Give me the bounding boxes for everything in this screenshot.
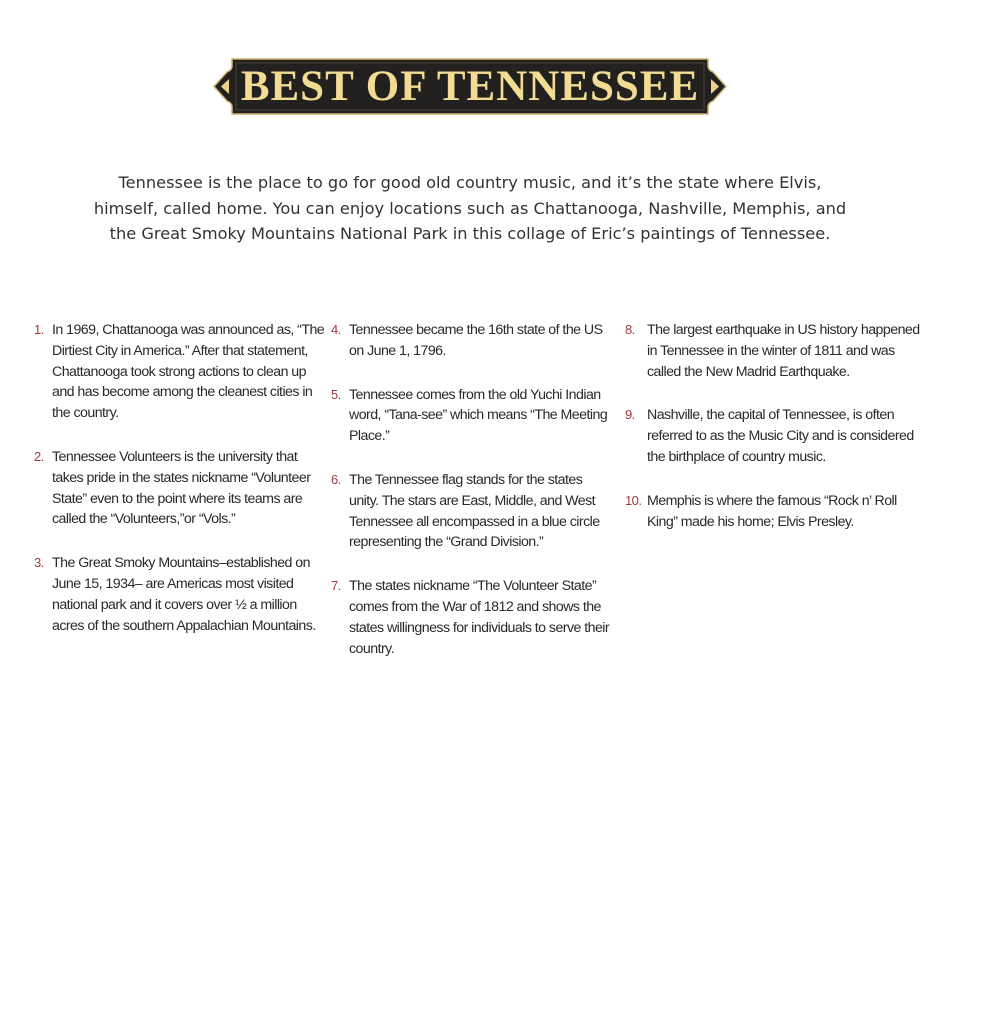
fact-item-6 xyxy=(331,470,611,553)
fact-text: Tennessee Volunteers is the university that takes pride in the states nickname “Volunteer State” even to the point where its teams are called the “Volunteers,”or “Vols.” xyxy=(52,448,311,528)
facts-column-3 xyxy=(625,320,925,532)
fact-number: 6. xyxy=(331,471,341,487)
fact-item-1 xyxy=(34,320,326,424)
fact-item-3 xyxy=(34,553,326,636)
fact-number: 7. xyxy=(331,578,341,594)
fact-text: Nashville, the capital of Tennessee, is often referred to as the Music City and is considered the birthplace of country music. xyxy=(647,407,914,465)
fact-text: The Great Smoky Mountains–established on June 15, 1934– are Americas most visited national park and it covers over ½ a million acres of the southern Appalachian Mountains. xyxy=(52,555,316,634)
fact-item-10 xyxy=(625,491,925,533)
facts-column-2 xyxy=(331,320,611,659)
fact-text: Tennessee comes from the old Yuchi Indian word, “Tana-see” which means “The Meeting Place.” xyxy=(349,386,608,445)
page-title: BEST OF TENNESSEE xyxy=(240,63,700,110)
fact-item-4 xyxy=(331,320,611,362)
fact-number: 5. xyxy=(331,386,341,402)
fact-item-5 xyxy=(331,385,611,447)
fact-item-7 xyxy=(331,576,611,659)
fact-text: Memphis is where the famous “Rock n’ Roll King” made his home; Elvis Presley. xyxy=(647,492,897,530)
fact-text: The largest earthquake in US history happened in Tennessee in the winter of 1811 and was called the New Madrid Earthquake. xyxy=(647,322,920,380)
fact-number: 4. xyxy=(331,322,341,337)
fact-number: 10. xyxy=(625,492,642,508)
intro-paragraph: Tennessee is the place to go for good old country music, and it’s the state where Elvis, himself, called home. You can enjoy locations such as Chattanooga, Nashville, Memphis, and the Great Smoky Mountains National Park in this collage of Eric’s paintings of Tennessee. xyxy=(93,173,847,243)
fact-text: In 1969, Chattanooga was announced as, “The Dirtiest City in America.” After that statement, Chattanooga took strong actions to clean up and has become among the cleanest cities in the country. xyxy=(52,322,325,422)
fact-text: The Tennessee flag stands for the states unity. The stars are East, Middle, and West Tennessee all encompassed in a blue circle representing the “Grand Division.” xyxy=(349,471,600,551)
fact-number: 8. xyxy=(625,322,635,337)
facts-column-1 xyxy=(34,320,326,636)
fact-number: 9. xyxy=(625,407,635,423)
fact-text: Tennessee became the 16th state of the US on June 1, 1796. xyxy=(349,322,603,359)
fact-number: 1. xyxy=(34,322,44,337)
fact-item-2 xyxy=(34,447,326,530)
fact-item-8 xyxy=(625,320,925,382)
fact-text: The states nickname “The Volunteer State” comes from the War of 1812 and shows the states willingness for individuals to serve their country. xyxy=(349,578,610,657)
fact-number: 3. xyxy=(34,555,44,571)
title-banner xyxy=(212,58,728,115)
fact-number: 2. xyxy=(34,448,44,464)
fact-item-9 xyxy=(625,405,925,467)
